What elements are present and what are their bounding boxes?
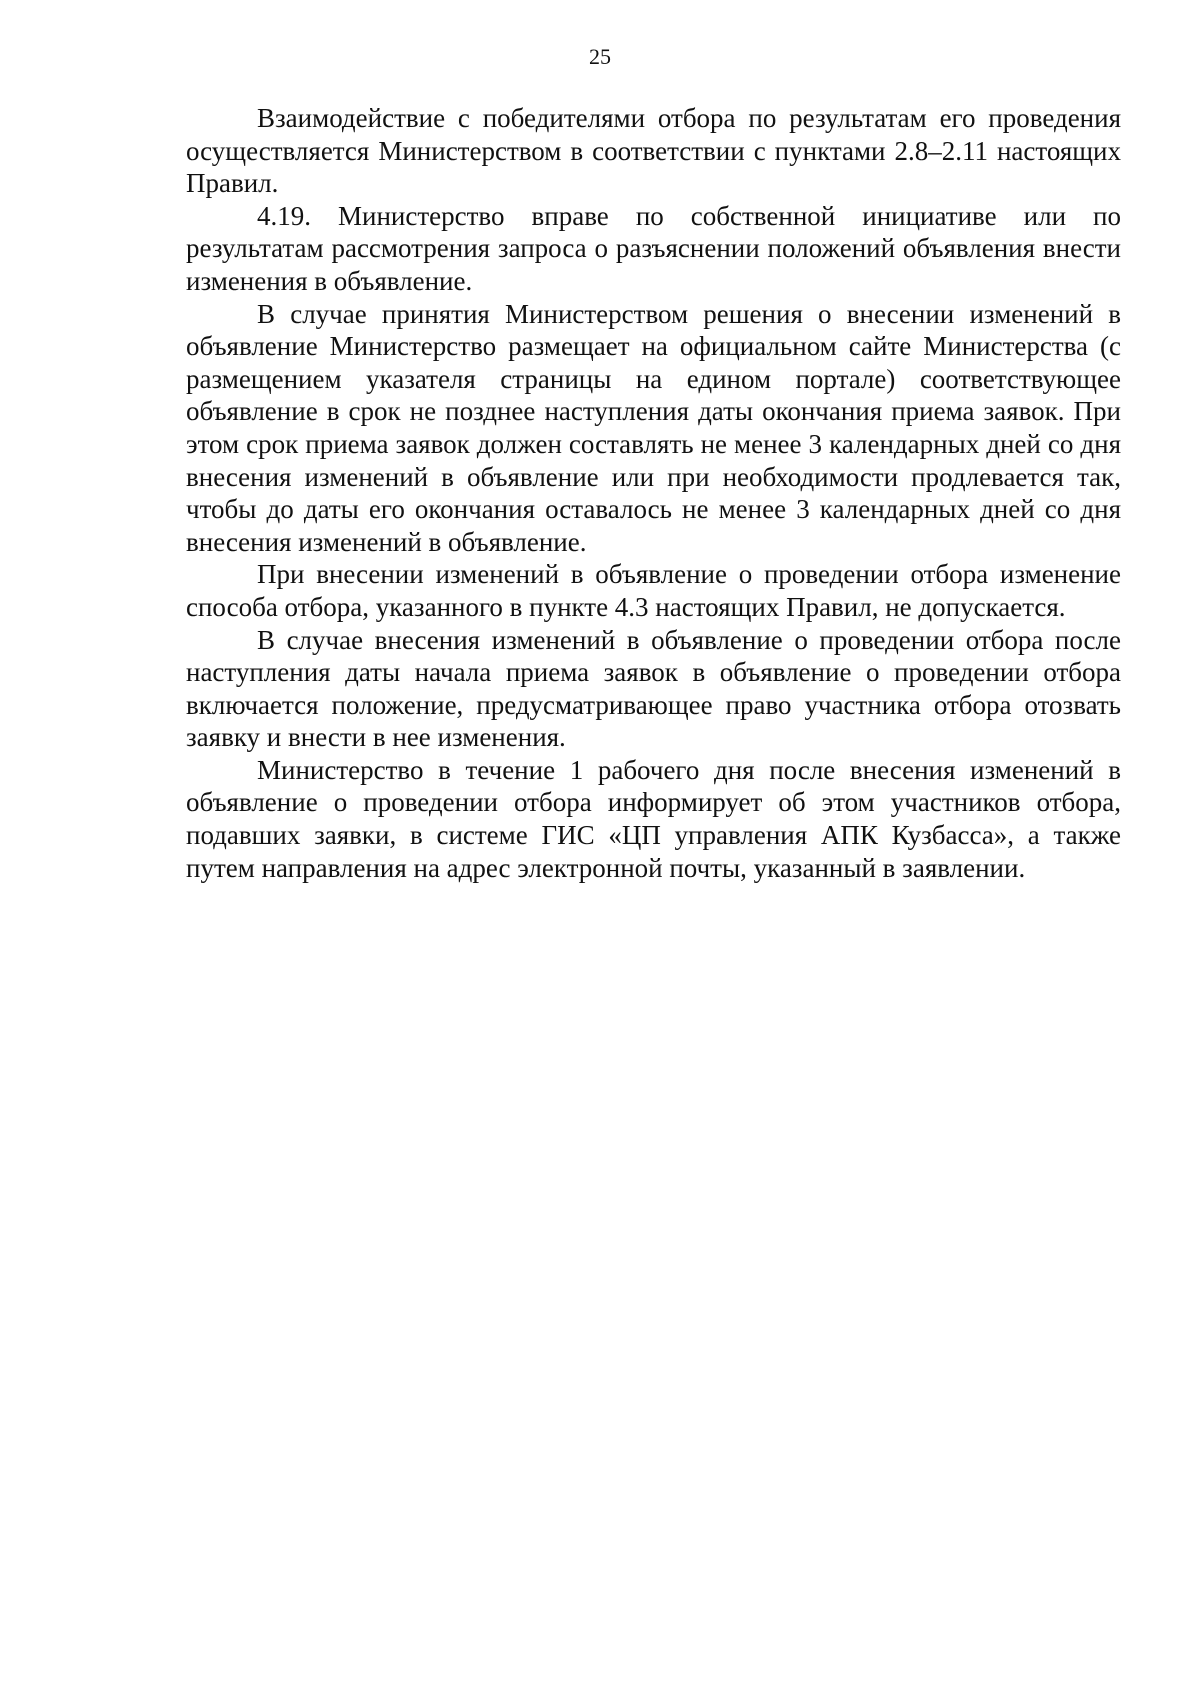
paragraph-withdraw-right: В случае внесения изменений в объявление о проведении отбора после наступления даты начала приема заявок в объявление о проведении отбора включается положение, предусматривающее право участника отбора отозвать заявку и внести в нее изменения. [186,624,1121,753]
paragraph-notification: Министерство в течение 1 рабочего дня после внесения изменений в объявление о проведении отбора информирует об этом участников отбора, подавших заявки, в системе ГИС «ЦП управления АПК Кузбасса», а также путем направления на адрес электронной почты, указанный в заявлении. [186,754,1121,883]
document-body [186,102,1121,884]
paragraph-method-change: При внесении изменений в объявление о проведении отбора изменение способа отбора, указанного в пункте 4.3 настоящих Правил, не допускается. [186,559,1121,622]
page-number: 25 [589,44,611,69]
paragraph-winners-interaction: Взаимодействие с победителями отбора по результатам его проведения осуществляется Министерством в соответствии с пунктами 2.8–2.11 настоящих Правил. [186,103,1121,199]
paragraph-4-19: 4.19. Министерство вправе по собственной инициативе или по результатам рассмотрения запроса о разъяснении положений объявления внести изменения в объявление. [186,200,1121,296]
paragraph-changes-publication: В случае принятия Министерством решения о внесении изменений в объявление Министерство размещает на официальном сайте Министерства (с размещением указателя страницы на едином портале) соответствующее объявление в срок не позднее наступления даты окончания приема заявок. При этом срок приема заявок должен составлять не менее 3 календарных дней со дня внесения изменений в объявление или при необходимости продлевается так, чтобы до даты его окончания оставалось не менее 3 календарных дней со дня внесения изменений в объявление. [186,298,1121,557]
